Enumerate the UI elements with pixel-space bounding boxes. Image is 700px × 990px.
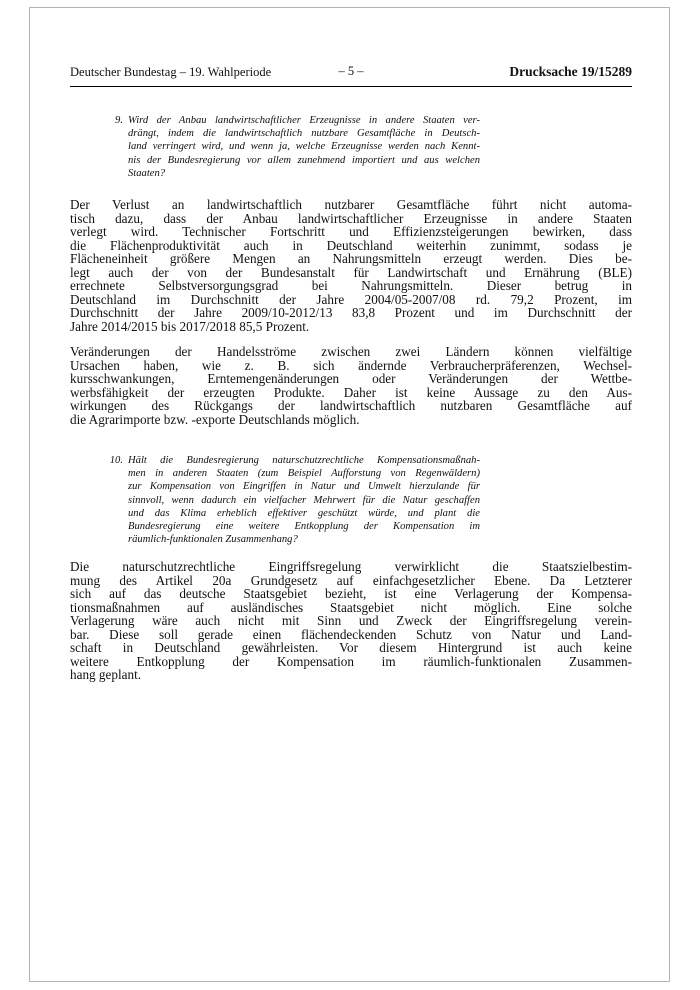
- text-line: werbsfähigkeit der erzeugten Produkte. Daher ist keine Aussage zu den Aus-: [70, 384, 632, 400]
- text-line: tionsmaßnahmen auf ausländisches Staatsgebiet nicht möglich. Eine solche: [70, 599, 632, 615]
- text-line: errechnete Selbstversorgungsgrad bei Nahrungsmitteln. Dieser betrug in: [70, 278, 632, 294]
- text-line: Verlagerung wäre auch nicht mit Sinn und Zweck der Eingriffsregelung verein-: [70, 613, 632, 629]
- question-number: 10.: [109, 455, 123, 467]
- question-block-10: [109, 454, 480, 546]
- page-number: – 5 –: [338, 64, 364, 78]
- answer-paragraph: [70, 198, 632, 333]
- text-line: Flächeneinheit größere Mengen an Nahrungsmitteln erzeugt werden. Dies be-: [70, 251, 632, 267]
- text-line: legt auch der von der Bundesanstalt für Landwirtschaft und Ernährung (BLE): [70, 264, 632, 280]
- text-line: Deutschland im Durchschnitt der Jahre 2004/05-2007/08 rd. 79,2 Prozent, im: [70, 291, 632, 307]
- text-line: Staaten?: [128, 167, 166, 179]
- text-line: verlegt wird. Technischer Fortschritt und Effizienzsteigerungen bewirken, dass: [70, 224, 632, 240]
- text-line: räumlich-funktionalen Zusammenhang?: [128, 534, 298, 546]
- header-parliament-label: Deutscher Bundestag – 19. Wahlperiode: [70, 65, 272, 79]
- text-line: sich auf das deutsche Staatsgebiet bezieht, ist eine Verlagerung der Kompensa-: [70, 586, 632, 602]
- text-line: Die naturschutzrechtliche Eingriffsregelung verwirklicht die Staatszielbestim-: [70, 559, 632, 575]
- text-line: wirkungen des Rückgangs der landwirtschaftlich nutzbaren Gesamtfläche auf: [70, 398, 632, 414]
- text-line: bar. Diese soll gerade einen flächendeckenden Schutz von Natur und Land-: [70, 626, 632, 642]
- text-line: schaft in Deutschland gewährleisten. Vor diesem Hintergrund ist auch keine: [70, 640, 632, 656]
- text-line: nis der Bundesregierung vor allem zunehmend importiert und aus welchen: [128, 154, 480, 166]
- text-line: Veränderungen der Handelsströme zwischen zwei Ländern können vielfältige: [70, 344, 632, 360]
- text-line: Ursachen haben, wie z. B. sich ändernde Verbraucherpräferenzen, Wechsel-: [70, 357, 632, 373]
- text-line: die Agrarimporte bzw. -exporte Deutschlands möglich.: [70, 411, 360, 427]
- text-line: und das Klima erheblich effektiver geschützt würde, und plant die: [128, 507, 480, 519]
- text-line: weitere Entkopplung der Kompensation im räumlich-funktionalen Zusammen-: [70, 653, 632, 669]
- document-body: [70, 114, 632, 682]
- text-line: men in anderen Staaten (zum Beispiel Aufforstung von Regenwäldern): [128, 468, 480, 480]
- text-line: Wird der Anbau landwirtschaftlicher Erzeugnisse in andere Staaten ver-: [128, 115, 480, 126]
- text-line: Jahre 2014/2015 bis 2017/2018 85,5 Prozent.: [70, 318, 310, 334]
- text-line: Durchschnitt der Jahre 2009/10-2012/13 83,8 Prozent und im Durchschnitt der: [70, 305, 632, 321]
- question-number: 9.: [115, 115, 123, 126]
- document-content: [70, 64, 632, 682]
- text-line: die Flächenproduktivität auch in Deutschland weiterhin zunimmt, sodass je: [70, 237, 632, 253]
- answer-paragraph: [70, 345, 632, 426]
- text-line: Der Verlust an landwirtschaftlich nutzbarer Gesamtfläche führt nicht automa-: [70, 197, 632, 213]
- question-block-9: [115, 114, 480, 180]
- text-line: Bundesregierung eine weitere Entkopplung der Kompensation im: [128, 521, 480, 533]
- text-line: sinnvoll, wenn dadurch ein vielfacher Mehrwert für die Natur geschaffen: [128, 494, 480, 506]
- header-rule: [70, 86, 632, 87]
- text-line: land verringert wird, und wenn ja, welche Erzeugnisse werden nach Kennt-: [128, 141, 480, 153]
- header-drucksache-number: Drucksache 19/15289: [509, 64, 632, 79]
- text-line: Hält die Bundesregierung naturschutzrechtliche Kompensationsmaßnah-: [128, 455, 480, 467]
- document-page: [29, 7, 670, 982]
- text-line: zur Kompensation von Eingriffen in Natur und Umwelt hierzulande für: [128, 481, 480, 493]
- page-header: [70, 64, 632, 80]
- text-line: hang geplant.: [70, 667, 142, 683]
- answer-paragraph: [70, 560, 632, 682]
- text-line: tisch dazu, dass der Anbau landwirtschaftlicher Erzeugnisse in andere Staaten: [70, 210, 632, 226]
- text-line: mung des Artikel 20a Grundgesetz auf einfachgesetzlicher Ebene. Da Letzterer: [70, 572, 632, 588]
- text-line: drängt, indem die landwirtschaftlich nutzbare Gesamtfläche in Deutsch-: [128, 128, 480, 140]
- text-line: kursschwankungen, Erntemengenänderungen oder Veränderungen der Wettbe-: [70, 371, 632, 387]
